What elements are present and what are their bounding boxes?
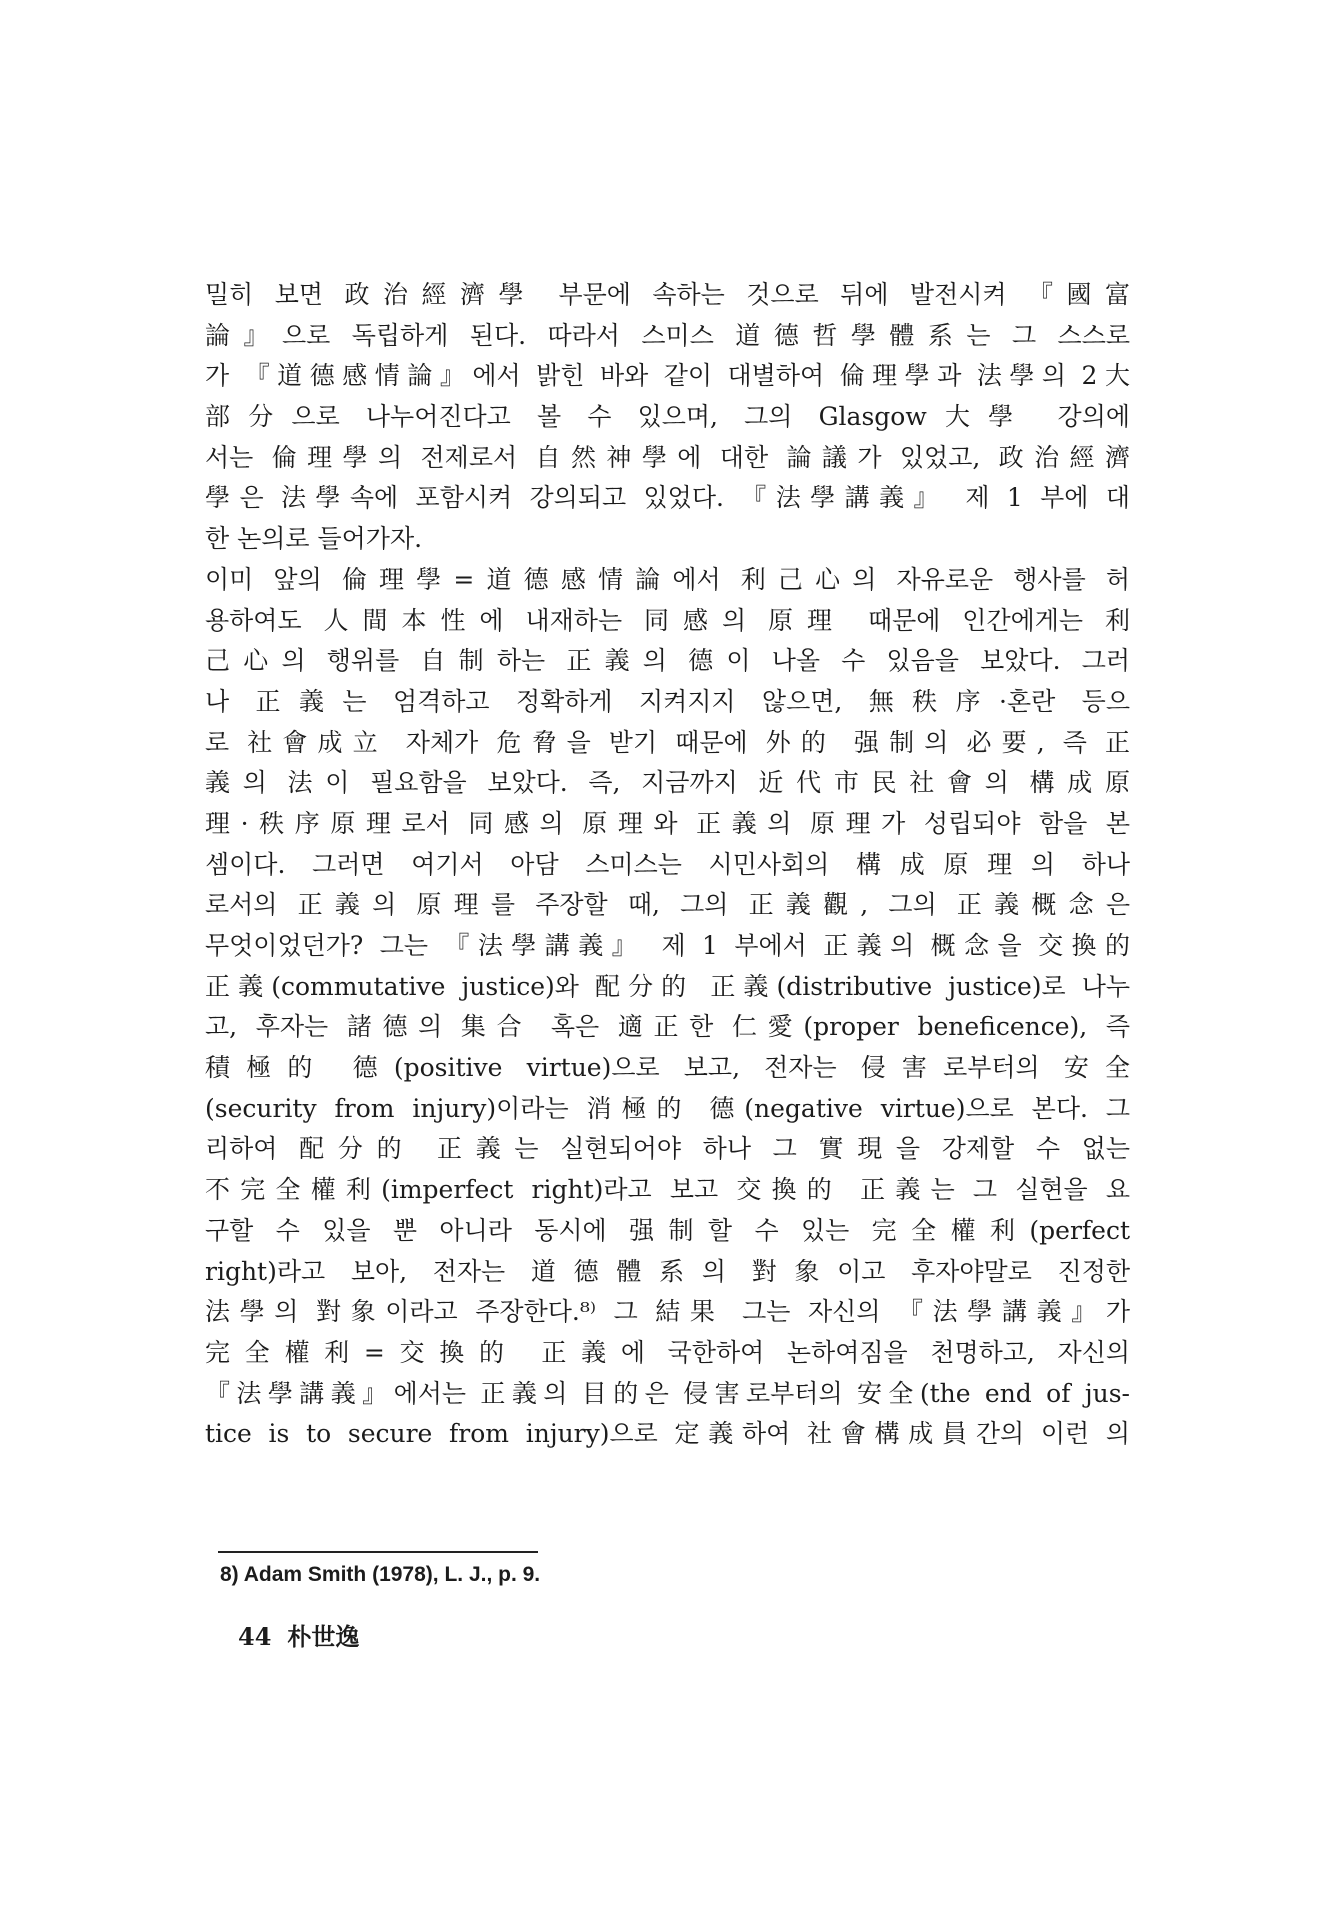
text-line: 용하여도 人間本性에 내재하는 同感의 原理 때문에 인간에게는 利 — [205, 605, 1130, 635]
text-line: 不完全權利(imperfect right)라고 보고 交換的 正義는 그 실현을 요 — [205, 1175, 1130, 1205]
text-line: 로서의 正義의 原理를 주장할 때, 그의 正義觀, 그의 正義概念은 — [205, 890, 1130, 920]
page-number: 44 — [238, 1622, 272, 1651]
footnote-divider — [218, 1551, 538, 1553]
text-line: 己心의 행위를 自制하는 正義의 德이 나올 수 있음을 보았다. 그러 — [205, 646, 1130, 676]
text-line: 部分으로 나누어진다고 볼 수 있으며, 그의 Glasgow大學 강의에 — [205, 402, 1130, 432]
text-line: 나 正義는 엄격하고 정확하게 지켜지지 않으면, 無秩序·혼란 등으 — [205, 686, 1130, 716]
text-line: 理·秩序原理로서 同感의 原理와 正義의 原理가 성립되야 함을 본 — [205, 808, 1130, 838]
text-line: 셈이다. 그러면 여기서 아담 스미스는 시민사회의 構成原理의 하나 — [205, 849, 1130, 879]
text-line: 法學의 對象이라고 주장한다.⁸⁾ 그 結果 그는 자신의 『法學講義』가 — [205, 1297, 1130, 1327]
text-line: 義의 法이 필요함을 보았다. 즉, 지금까지 近代市民社會의 構成原 — [205, 768, 1130, 798]
text-line: 正義(commutative justice)와 配分的 正義(distributive justice)로 나누 — [205, 971, 1130, 1001]
text-line: (security from injury)이라는 消極的 德(negative virtue)으로 본다. 그 — [205, 1093, 1130, 1123]
text-line: tice is to secure from injury)으로 定義하여 社會構成員간의 이런 의 — [205, 1419, 1130, 1449]
text-line: 가 『道德感情論』에서 밝힌 바와 같이 대별하여 倫理學과 法學의 2大 — [205, 361, 1130, 391]
running-author: 朴世逸 — [287, 1622, 360, 1651]
footnote: 8) Adam Smith (1978), L. J., p. 9. — [220, 1563, 541, 1586]
page-footer — [238, 1620, 359, 1654]
text-line: 로 社會成立 자체가 危脅을 받기 때문에 外的 强制의 必要, 즉 正 — [205, 727, 1130, 757]
text-line: 밀히 보면 政治經濟學 부문에 속하는 것으로 뒤에 발전시켜 『國富 — [205, 280, 1130, 309]
text-line: 積極的 德(positive virtue)으로 보고, 전자는 侵害로부터의 安全 — [205, 1053, 1130, 1083]
text-line: 구할 수 있을 뿐 아니라 동시에 强制할 수 있는 完全權利(perfect — [205, 1215, 1130, 1245]
text-line: 무엇이었던가? 그는 『法學講義』 제 1 부에서 正義의 概念을 交換的 — [205, 931, 1130, 960]
text-line: 서는 倫理學의 전제로서 自然神學에 대한 論議가 있었고, 政治經濟 — [205, 442, 1130, 472]
text-line: 리하여 配分的 正義는 실현되어야 하나 그 實現을 강제할 수 없는 — [205, 1134, 1130, 1164]
text-line: 論』으로 독립하게 된다. 따라서 스미스 道德哲學體系는 그 스스로 — [205, 320, 1130, 350]
text-line: 學은 法學속에 포함시켜 강의되고 있었다. 『法學講義』 제 1 부에 대 — [205, 483, 1130, 513]
text-line: right)라고 보아, 전자는 道德體系의 對象이고 후자야말로 진정한 — [205, 1256, 1130, 1286]
text-line: 고, 후자는 諸德의 集合 혹은 適正한 仁愛(proper beneficence), 즉 — [205, 1012, 1130, 1042]
text-line: 完全權利=交換的 正義에 국한하여 논하여짐을 천명하고, 자신의 — [205, 1337, 1130, 1367]
text-line: 한 논의로 들어가자. — [205, 524, 423, 554]
text-line: 『法學講義』에서는 正義의 目的은 侵害로부터의 安全(the end of jus- — [205, 1378, 1130, 1408]
text-line: 이미 앞의 倫理學=道德感情論에서 利己心의 자유로운 행사를 허 — [205, 564, 1130, 594]
body-text — [205, 275, 1130, 1455]
